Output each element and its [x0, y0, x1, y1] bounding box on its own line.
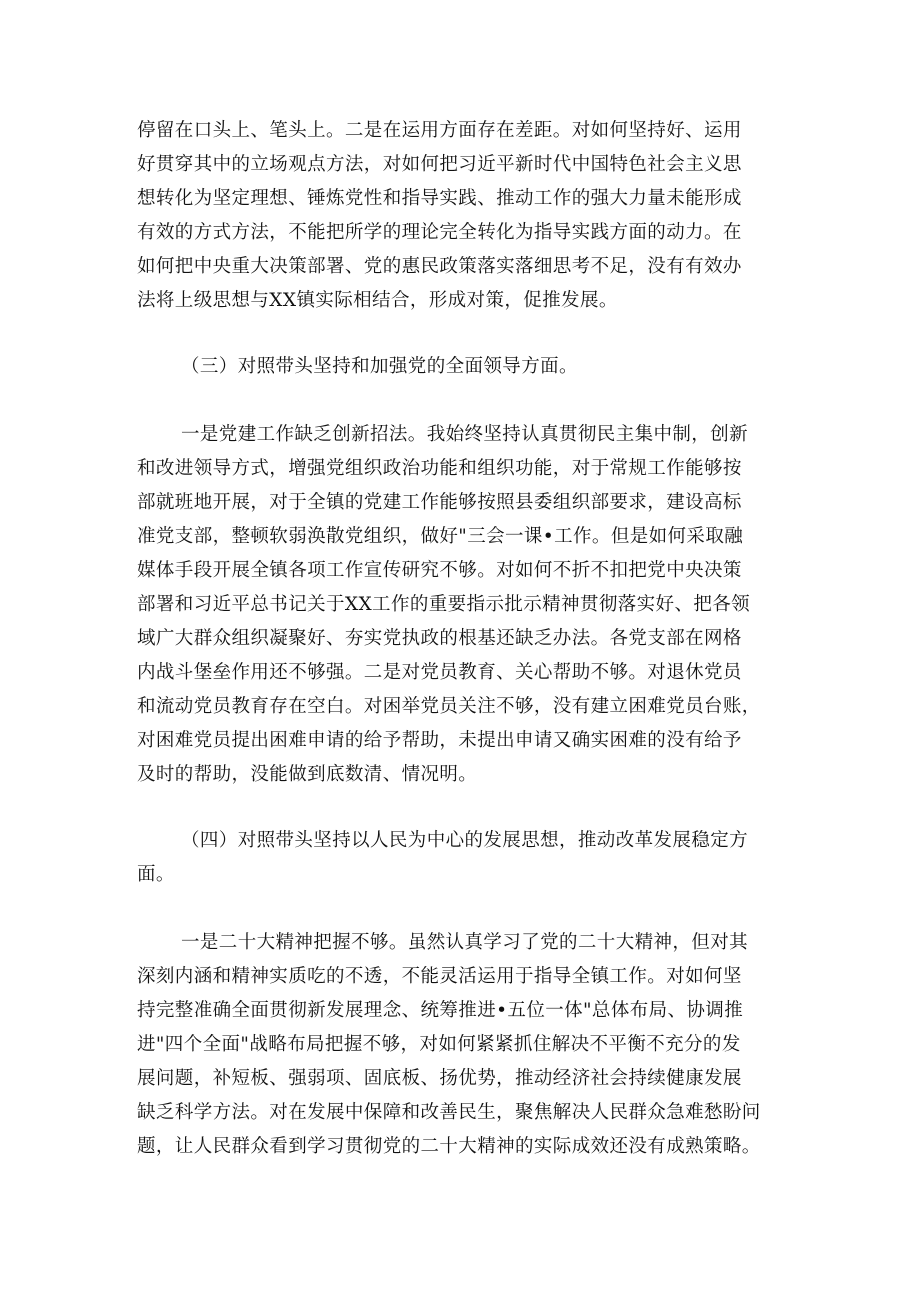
text-line [0, 418, 920, 452]
line-text: 一是二十大精神把握不够。虽然认真学习了党的二十大精神，但对其 [181, 932, 749, 953]
line-text: 准党支部，整顿软弱涣散党组织，做好"三会一课•工作。但是如何采取融 [137, 526, 744, 547]
text-line [0, 926, 920, 960]
section-heading [0, 824, 920, 858]
text-line [0, 148, 920, 182]
text-line [0, 250, 920, 284]
text-line [0, 1096, 920, 1130]
text-line [0, 1028, 920, 1062]
line-text: 想转化为坚定理想、锤炼党性和指导实践、推动工作的强大力量未能形成 [137, 188, 742, 209]
text-line [0, 554, 920, 588]
line-text: 深刻内涵和精神实质吃的不透，不能灵活运用于指导全镇工作。对如何坚 [137, 966, 742, 987]
line-text: 题，让人民群众看到学习贯彻党的二十大精神的实际成效还没有成熟策略。 [137, 1136, 761, 1157]
text-line [0, 724, 920, 758]
line-text: 好贯穿其中的立场观点方法，对如何把习近平新时代中国特色社会主义思 [137, 154, 742, 175]
heading-text: （三）对照带头坚持和加强党的全面领导方面。 [181, 356, 578, 377]
line-text: 媒体手段开展全镇各项工作宣传研究不够。对如何不折不扣把党中央决策 [137, 560, 742, 581]
line-text: 部署和习近平总书记关于XX工作的重要指示批示精神贯彻落实好、把各领 [137, 594, 751, 615]
text-line [0, 1062, 920, 1096]
text-line [0, 994, 920, 1028]
text-line [0, 656, 920, 690]
line-text: 和流动党员教育存在空白。对困举党员关注不够，没有建立困难党员台账， [137, 696, 761, 717]
text-line [0, 960, 920, 994]
text-line [0, 622, 920, 656]
heading-text: （四）对照带头坚持以人民为中心的发展思想，推动改革发展稳定方 [181, 830, 749, 851]
text-line [0, 452, 920, 486]
line-text: 缺乏科学方法。对在发展中保障和改善民生，聚焦解决人民群众急难愁盼问 [137, 1102, 761, 1123]
line-text: 停留在口头上、笔头上。二是在运用方面存在差距。对如何坚持好、运用 [137, 120, 742, 141]
text-line [0, 216, 920, 250]
line-text: 如何把中央重大决策部署、党的惠民政策落实落细思考不足，没有有效办 [137, 256, 742, 277]
line-text: 和改进领导方式，增强党组织政治功能和组织功能，对于常规工作能够按 [137, 458, 742, 479]
line-text: 域广大群众组织凝聚好、夯实党执政的根基还缺乏办法。各党支部在网格 [137, 628, 742, 649]
text-line [0, 520, 920, 554]
line-text: 法将上级思想与XX镇实际相结合，形成对策，促推发展。 [137, 290, 618, 311]
line-text: 内战斗堡垒作用还不够强。二是对党员教育、关心帮助不够。对退休党员 [137, 662, 742, 683]
text-line [0, 690, 920, 724]
line-text: 有效的方式方法，不能把所学的理论完全转化为指导实践方面的动力。在 [137, 222, 742, 243]
line-text: 部就班地开展，对于全镇的党建工作能够按照县委组织部要求，建设高标 [137, 492, 742, 513]
heading-text: 面。 [137, 864, 175, 885]
text-line [0, 486, 920, 520]
line-text: 持完整准确全面贯彻新发展理念、统筹推进•五位一体"总体布局、协调推 [137, 1000, 744, 1021]
text-line [0, 114, 920, 148]
line-text: 进"四个全面"战略布局把握不够，对如何紧紧抓住解决不平衡不充分的发 [137, 1034, 741, 1055]
text-line [0, 1130, 920, 1164]
section-heading [0, 350, 920, 384]
line-text: 一是党建工作缺乏创新招法。我始终坚持认真贯彻民主集中制，创新 [181, 424, 749, 445]
section-heading [0, 858, 920, 892]
line-text: 及时的帮助，没能做到底数清、情况明。 [137, 764, 478, 785]
line-text: 展问题，补短板、强弱项、固底板、扬优势，推动经济社会持续健康发展 [137, 1068, 742, 1089]
text-line [0, 758, 920, 792]
line-text: 对困难党员提出困难申请的给予帮助，未提出申请又确实困难的没有给予 [137, 730, 742, 751]
text-line [0, 182, 920, 216]
text-line [0, 284, 920, 318]
text-line [0, 588, 920, 622]
